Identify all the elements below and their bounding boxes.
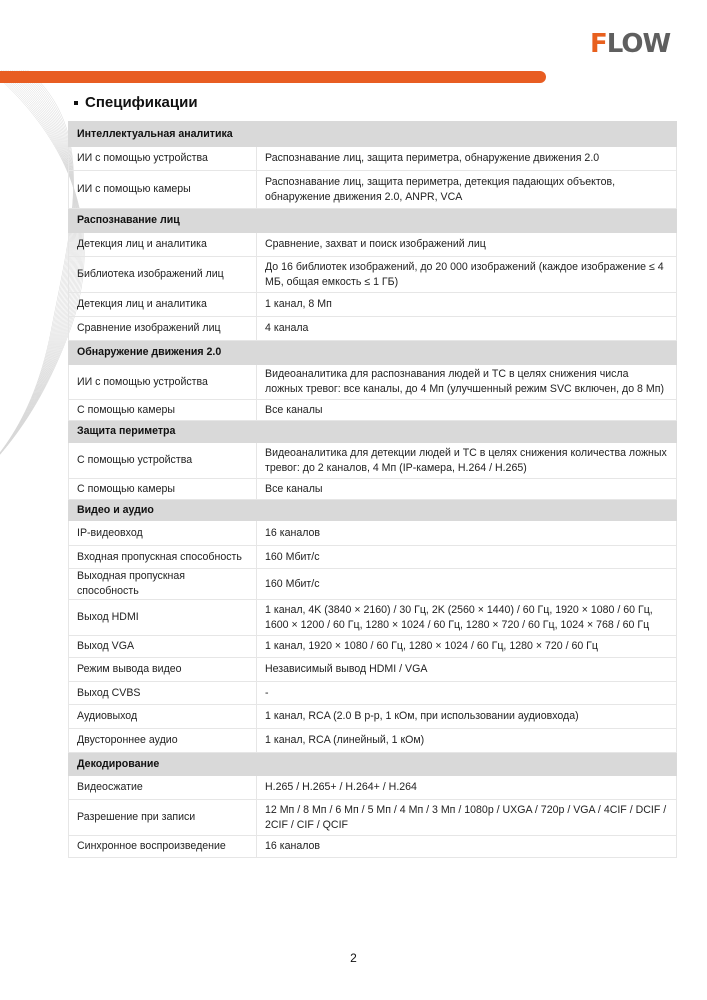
page-number: 2 <box>350 951 357 965</box>
spec-key: IP-видеовход <box>69 521 257 546</box>
table-row <box>69 636 677 658</box>
table-row <box>69 682 677 705</box>
spec-key: Выход VGA <box>69 636 257 658</box>
flow-logo <box>590 29 671 59</box>
spec-value: 160 Мбит/с <box>257 546 677 569</box>
table-row <box>69 729 677 753</box>
spec-key: ИИ с помощью камеры <box>69 171 257 209</box>
bullet-icon <box>74 101 78 105</box>
section-title-text: Спецификации <box>85 94 198 111</box>
spec-key: Выход CVBS <box>69 682 257 705</box>
spec-key: Аудиовыход <box>69 705 257 729</box>
section-title <box>74 94 198 111</box>
logo-f: F <box>590 29 607 59</box>
swirl-line <box>0 70 73 490</box>
section-header-row <box>69 500 677 521</box>
table-row <box>69 257 677 293</box>
spec-key: Детекция лиц и аналитика <box>69 293 257 317</box>
spec-table <box>68 121 677 858</box>
spec-key: С помощью устройства <box>69 443 257 479</box>
swirl-line <box>0 70 78 490</box>
spec-value: До 16 библиотек изображений, до 20 000 изображений (каждое изображение ≤ 4 МБ, общая емкость ≤ 1 ГБ) <box>257 257 677 293</box>
swirl-line <box>0 70 76 490</box>
section-header-row <box>69 421 677 443</box>
spec-value: 1 канал, 8 Мп <box>257 293 677 317</box>
table-row <box>69 233 677 257</box>
spec-value: Все каналы <box>257 479 677 500</box>
section-header: Защита периметра <box>69 421 677 443</box>
table-row <box>69 400 677 421</box>
section-header-row <box>69 753 677 776</box>
spec-value: Видеоаналитика для распознавания людей и ТС в целях снижения числа ложных тревог: все каналы, до 4 Мп (улучшенный режим SVC включен, до 8 Мп) <box>257 365 677 400</box>
swirl-line <box>0 70 74 490</box>
swirl-line <box>0 70 77 490</box>
spec-key: С помощью камеры <box>69 400 257 421</box>
swirl-line <box>0 70 74 490</box>
section-header-row <box>69 122 677 147</box>
table-row <box>69 147 677 171</box>
spec-key: ИИ с помощью устройства <box>69 147 257 171</box>
spec-value: Распознавание лиц, защита периметра, обнаружение движения 2.0 <box>257 147 677 171</box>
spec-key: Выходная пропускная способность <box>69 569 257 600</box>
swirl-line <box>0 70 75 490</box>
table-row <box>69 479 677 500</box>
spec-value: Распознавание лиц, защита периметра, детекция падающих объектов, обнаружение движения 2.0, ANPR, VCA <box>257 171 677 209</box>
section-header-row <box>69 341 677 365</box>
spec-value: - <box>257 682 677 705</box>
spec-value: 1 канал, RCA (линейный, 1 кОм) <box>257 729 677 753</box>
spec-key: Видеосжатие <box>69 776 257 800</box>
section-header: Обнаружение движения 2.0 <box>69 341 677 365</box>
spec-key: Библиотека изображений лиц <box>69 257 257 293</box>
spec-value: 16 каналов <box>257 521 677 546</box>
spec-key: Двустороннее аудио <box>69 729 257 753</box>
section-header: Интеллектуальная аналитика <box>69 122 677 147</box>
table-row <box>69 836 677 858</box>
section-header: Декодирование <box>69 753 677 776</box>
table-row <box>69 171 677 209</box>
logo-rest: LOW <box>606 29 671 59</box>
table-row <box>69 546 677 569</box>
table-row <box>69 317 677 341</box>
section-header-row <box>69 209 677 233</box>
table-row <box>69 658 677 682</box>
spec-value: 4 канала <box>257 317 677 341</box>
spec-key: Сравнение изображений лиц <box>69 317 257 341</box>
header-accent-bar <box>0 71 546 83</box>
table-row <box>69 705 677 729</box>
spec-value: Видеоаналитика для детекции людей и ТС в целях снижения количества ложных тревог: до 2 каналов, 4 Мп (IP-камера, H.264 / H.265) <box>257 443 677 479</box>
spec-key: Входная пропускная способность <box>69 546 257 569</box>
spec-key: Режим вывода видео <box>69 658 257 682</box>
spec-key: С помощью камеры <box>69 479 257 500</box>
spec-key: Детекция лиц и аналитика <box>69 233 257 257</box>
spec-value: Независимый вывод HDMI / VGA <box>257 658 677 682</box>
swirl-line <box>0 70 75 490</box>
swirl-line <box>0 70 74 490</box>
spec-value: 1 канал, 1920 × 1080 / 60 Гц, 1280 × 1024 / 60 Гц, 1280 × 720 / 60 Гц <box>257 636 677 658</box>
spec-key: Синхронное воспроизведение <box>69 836 257 858</box>
table-row <box>69 600 677 636</box>
spec-value: 12 Мп / 8 Мп / 6 Мп / 5 Мп / 4 Мп / 3 Мп / 1080p / UXGA / 720p / VGA / 4CIF / DCIF / 2CIF / CIF / QCIF <box>257 800 677 836</box>
spec-key: Выход HDMI <box>69 600 257 636</box>
spec-value: 1 канал, RCA (2.0 В p-p, 1 кОм, при использовании аудиовхода) <box>257 705 677 729</box>
section-header: Распознавание лиц <box>69 209 677 233</box>
table-row <box>69 800 677 836</box>
table-row <box>69 569 677 600</box>
spec-value: H.265 / H.265+ / H.264+ / H.264 <box>257 776 677 800</box>
swirl-line <box>0 70 78 490</box>
table-row <box>69 776 677 800</box>
spec-key: ИИ с помощью устройства <box>69 365 257 400</box>
spec-value: 16 каналов <box>257 836 677 858</box>
swirl-line <box>0 70 74 490</box>
spec-value: Все каналы <box>257 400 677 421</box>
table-row <box>69 443 677 479</box>
table-row <box>69 293 677 317</box>
section-header: Видео и аудио <box>69 500 677 521</box>
table-row <box>69 521 677 546</box>
swirl-line <box>0 70 74 490</box>
spec-value: 1 канал, 4K (3840 × 2160) / 30 Гц, 2K (2560 × 1440) / 60 Гц, 1920 × 1080 / 60 Гц, 1600 × 1200 / 60 Гц, 1280 × 1024 / 60 Гц, 1280 × 720 / 60 Гц, 1024 × 768 / 60 Гц <box>257 600 677 636</box>
table-row <box>69 365 677 400</box>
spec-value: 160 Мбит/с <box>257 569 677 600</box>
spec-value: Сравнение, захват и поиск изображений лиц <box>257 233 677 257</box>
spec-key: Разрешение при записи <box>69 800 257 836</box>
